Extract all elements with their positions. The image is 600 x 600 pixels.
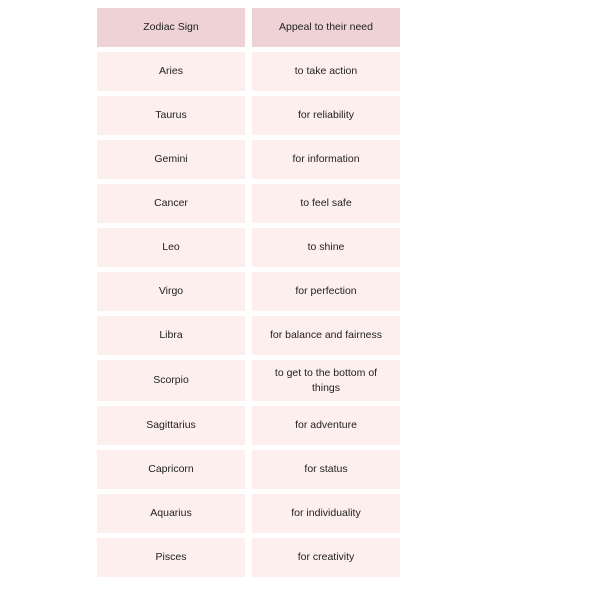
table-header-row bbox=[97, 8, 400, 47]
appeal-cell: for perfection bbox=[252, 272, 400, 311]
zodiac-sign-cell: Gemini bbox=[97, 140, 245, 179]
zodiac-sign-cell: Sagittarius bbox=[97, 406, 245, 445]
table-row bbox=[97, 52, 400, 91]
table-row bbox=[97, 406, 400, 445]
appeal-cell: for reliability bbox=[252, 96, 400, 135]
zodiac-sign-cell: Scorpio bbox=[97, 360, 245, 401]
table-row bbox=[97, 494, 400, 533]
appeal-cell: to get to the bottom of things bbox=[252, 360, 400, 401]
appeal-cell: for information bbox=[252, 140, 400, 179]
table-row bbox=[97, 450, 400, 489]
column-header-zodiac-sign: Zodiac Sign bbox=[97, 8, 245, 47]
appeal-cell: to take action bbox=[252, 52, 400, 91]
zodiac-sign-cell: Aries bbox=[97, 52, 245, 91]
appeal-cell: for balance and fairness bbox=[252, 316, 400, 355]
appeal-cell: for individuality bbox=[252, 494, 400, 533]
zodiac-sign-cell: Capricorn bbox=[97, 450, 245, 489]
zodiac-sign-cell: Virgo bbox=[97, 272, 245, 311]
table-row bbox=[97, 272, 400, 311]
table-row bbox=[97, 140, 400, 179]
appeal-cell: to feel safe bbox=[252, 184, 400, 223]
zodiac-sign-cell: Taurus bbox=[97, 96, 245, 135]
table-row bbox=[97, 184, 400, 223]
zodiac-sign-cell: Leo bbox=[97, 228, 245, 267]
appeal-cell: to shine bbox=[252, 228, 400, 267]
table-row bbox=[97, 96, 400, 135]
zodiac-sign-cell: Cancer bbox=[97, 184, 245, 223]
zodiac-sign-cell: Libra bbox=[97, 316, 245, 355]
column-header-appeal: Appeal to their need bbox=[252, 8, 400, 47]
table-row bbox=[97, 360, 400, 401]
appeal-cell: for status bbox=[252, 450, 400, 489]
table-row bbox=[97, 538, 400, 577]
zodiac-appeal-table bbox=[97, 8, 400, 582]
zodiac-sign-cell: Pisces bbox=[97, 538, 245, 577]
zodiac-sign-cell: Aquarius bbox=[97, 494, 245, 533]
appeal-cell: for creativity bbox=[252, 538, 400, 577]
table-row bbox=[97, 316, 400, 355]
table-row bbox=[97, 228, 400, 267]
appeal-cell: for adventure bbox=[252, 406, 400, 445]
